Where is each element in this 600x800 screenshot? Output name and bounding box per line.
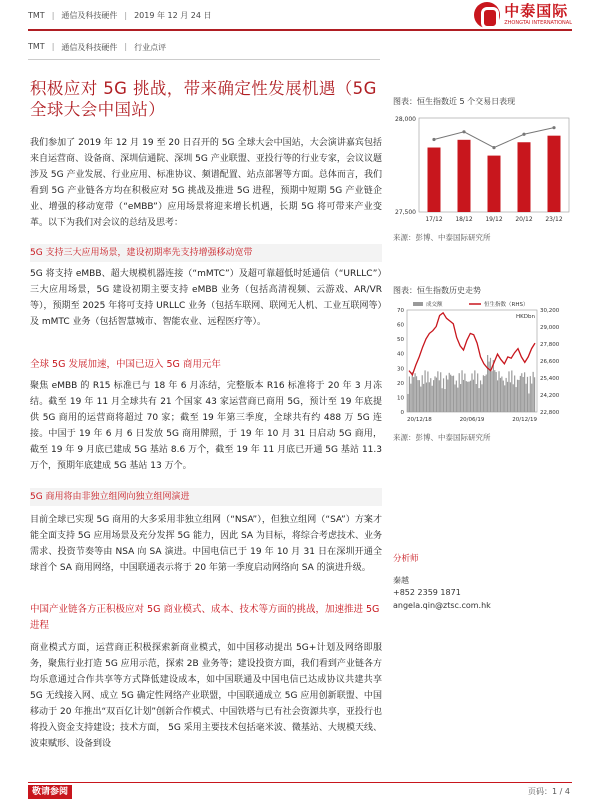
y-tick-label: 28,000: [395, 116, 416, 123]
analyst-heading: 分析师: [393, 554, 419, 564]
x-tick-label: 19/12: [485, 216, 503, 223]
figure1-source: 来源：彭博、中泰国际研究所: [393, 233, 491, 242]
right-tick-label: 24,200: [540, 393, 560, 399]
right-tick-label: 29,000: [540, 325, 560, 331]
right-tick-label: 27,800: [540, 342, 560, 348]
y-tick-label: 27,500: [395, 209, 416, 216]
left-tick-label: 0: [400, 410, 404, 416]
left-tick-label: 70: [397, 308, 404, 314]
section-body-3: 目前全球已实现 5G 商用的大多采用非独立组网（“NSA”），但独立组网（“SA”）方案才能全面支持 5G 应用场景及充分发挥 5G 能力，因此 SA 为目标，将综合考虑技术、业务需求、投资节奏等由 NSA 向 SA 演进。中国电信已于 19 年 10 月 31 日在深圳开通全球首个 SA 商用网络，中国联通表示将于 20 年第一季度启动网络向 SA 的演进升级。: [30, 515, 382, 573]
header-rule: [28, 29, 572, 31]
sub-separator: |: [51, 42, 55, 51]
trend-point: [552, 126, 555, 129]
footer-rule: [28, 782, 572, 783]
left-tick-label: 20: [397, 380, 404, 387]
x-tick-label: 20/12/18: [407, 417, 432, 423]
section-body-1: 5G 将支持 eMBB、超大规模机器连接（“mMTC”）及超可靠超低时延通信（“URLLC”）三大应用场景，5G 建设初期主要支持 eMBB 业务（包括高清视频、云游戏、AR/VR 等），预期至 2025 年将可支持 URLLC 业务（包括车联网、联网无人机、工业互联网等）及 mMTC 业务（包括智慧城市、智能农业、远程医疗等）。: [30, 269, 382, 327]
sub-type: 行业点评: [134, 43, 167, 52]
sub-tmt: TMT: [28, 42, 45, 51]
left-tick-label: 30: [397, 366, 404, 373]
section-heading-2: 全球 5G 发展加速，中国已迈入 5G 商用元年: [30, 359, 221, 370]
x-tick-label: 20/06/19: [459, 417, 485, 423]
brand-logo: [474, 2, 572, 28]
left-tick-label: 50: [397, 337, 404, 344]
left-tick-label: 40: [397, 351, 404, 358]
header-date: 2019 年 12 月 24 日: [134, 11, 212, 20]
bar: [488, 156, 501, 212]
sub-header: [28, 42, 166, 53]
x-tick-label: 20/12/19: [512, 417, 537, 423]
footer-label: 敬请参阅: [28, 785, 72, 799]
trend-point: [522, 133, 525, 136]
legend-swatch-turnover: [413, 302, 423, 306]
header-tmt: TMT: [28, 11, 45, 20]
section-heading-4: 中国产业链各方正积极应对 5G 商业模式、成本、技术等方面的挑战，加速推进 5G 进程: [30, 604, 380, 631]
bar: [518, 142, 531, 212]
section-body-4: 商业模式方面，运营商正积极探索新商业模式，如中国移动提出 5G+计划及网络即服务，聚焦行业打造 5G 应用示范，探索 2B 业务等；建设投资方面，我们看到产业链各方均乐意通过合作共享等方式降低建设成本，如中国联通及中国电信已达成协议共建共享 5G 无线接入网、成立 5G 确定性网络产业联盟，中国联通成立 5G 应用创新联盟、中国移动于 20 年推出“双百亿计划”创新合作模式、中国铁塔与已有社会资源共享，亚投行也将投入资金支持建设；技术方面， 5G 采用主要技术包括毫米波、微基站、大规模天线、波束赋形、设备到设: [30, 643, 382, 749]
hsi-index-line: [409, 313, 535, 375]
trend-point: [432, 138, 435, 141]
legend-label: 恒生指数（RHS）: [484, 302, 529, 308]
hsi-history-chart: [393, 300, 573, 430]
logo-en: ZHONGTAI INTERNATIONAL: [504, 20, 572, 26]
x-tick-label: 18/12: [455, 216, 473, 223]
sub-separator: |: [124, 42, 128, 51]
x-tick-label: 20/12: [515, 216, 533, 223]
legend-label: 成交额: [426, 302, 443, 308]
analyst-phone: +852 2359 1871: [393, 588, 461, 597]
right-tick-label: 25,400: [540, 376, 560, 382]
analyst-email[interactable]: angela.qin@ztsc.com.hk: [393, 601, 491, 610]
analyst-name: 秦越: [393, 576, 409, 585]
left-tick-label: 60: [397, 322, 404, 329]
intro-paragraph: 我们参加了 2019 年 12 月 19 至 20 日召开的 5G 全球大会中国站，大会演讲嘉宾包括来自运营商、设备商、深圳信通院、深圳 5G 产业联盟、亚投行等的行业专家，会议议题涉及 5G 产业发展、行业应用、标准协议、频谱配置、站点部署等方面。总体而言，我们看到 5G 产业链各方均在积极应对 5G 挑战及推进 5G 进程，预期中短期 5G 产业链企业、增强的移动宽带（“eMBB”）应用场景将迎来增长机遇，长期 5G 将可带来产业变革。以下为我们对会议的总结及思考：: [30, 138, 382, 228]
bar: [548, 136, 561, 212]
x-tick-label: 23/12: [545, 216, 563, 223]
page-number: 页码：1 / 4: [528, 787, 570, 796]
right-tick-label: 30,200: [540, 308, 560, 314]
x-tick-label: 17/12: [425, 216, 443, 223]
figure2-title: 图表：恒生指数历史走势: [393, 286, 481, 295]
header-separator: |: [51, 11, 55, 20]
hsi-5day-bar-chart: [393, 110, 573, 228]
trend-point: [492, 146, 495, 149]
trend-line: [434, 128, 554, 148]
left-tick-label: 10: [397, 395, 404, 402]
section-heading-1: 5G 支持三大应用场景，建设初期率先支持增强移动宽带: [30, 244, 382, 262]
right-tick-label: 26,600: [540, 359, 560, 365]
top-header: [28, 10, 212, 21]
figure2-source: 来源：彭博、中泰国际研究所: [393, 433, 491, 442]
bar: [458, 140, 471, 212]
section-heading-3: 5G 商用将由非独立组网向独立组网演进: [30, 488, 382, 506]
bar: [428, 148, 441, 212]
logo-cn: 中泰国际: [504, 2, 569, 20]
header-sector: 通信及科技硬件: [61, 11, 118, 20]
header-separator: |: [124, 11, 128, 20]
right-tick-label: 22,800: [540, 410, 560, 416]
logo-icon: [474, 2, 500, 28]
report-title: 积极应对 5G 挑战，带来确定性发展机遇（5G 全球大会中国站）: [30, 79, 377, 119]
sub-rule: [28, 59, 380, 60]
axis-unit-label: HKDbn: [516, 314, 535, 320]
trend-point: [462, 130, 465, 133]
figure1-title: 图表：恒生指数近 5 个交易日表现: [393, 97, 516, 106]
section-body-2: 聚焦 eMBB 的 R15 标准已与 18 年 6 月冻结，完整版本 R16 标准将于 20 年 3 月冻结。截至 19 年 11 月全球共有 21 个国家 43 家运营商已商用 5G，预计至 19 年底提供 5G 商用的运营商将超过 70 家；截至 19 年第三季度，全球共有约 488 万 5G 连接。中国于 19 年 6 月 6 日发放 5G 商用牌照，于 19 年 10 月 31 日启动 5G 商用，截至 19 年 9 月底已建成 5G 基站 8.6 万个，截至 19 年 11 月底已开通 5G 基站 11.3 万个，预期年底建成 5G 基站 13 万个。: [30, 381, 382, 471]
sub-sector: 通信及科技硬件: [61, 43, 118, 52]
